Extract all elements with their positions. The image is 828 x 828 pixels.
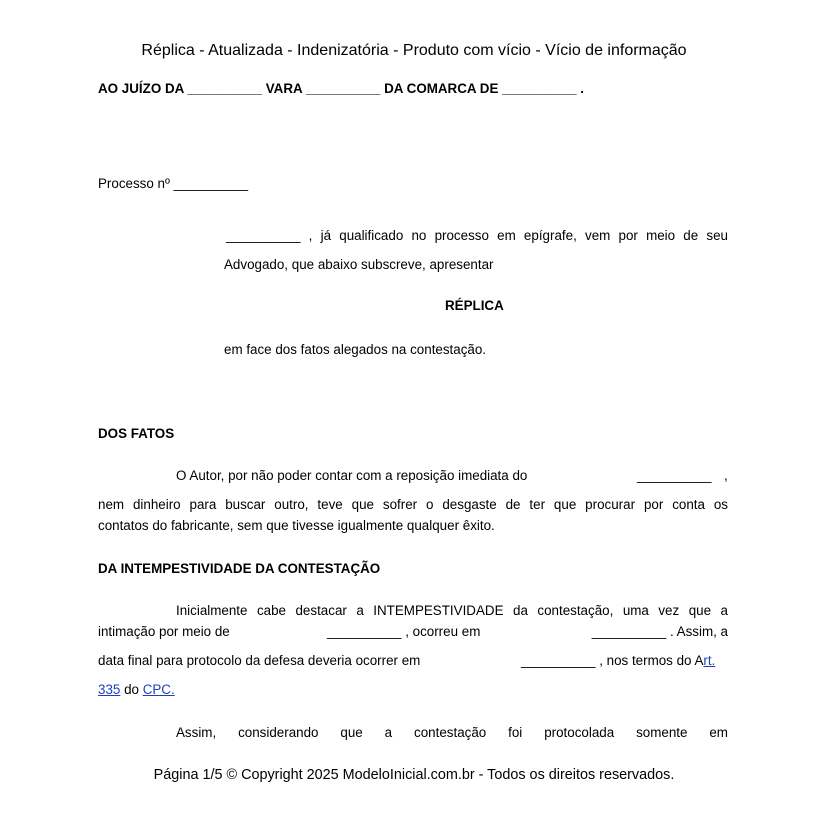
word: considerando (238, 725, 319, 740)
intro-line-2: Advogado, que abaixo subscreve, apresentar (224, 257, 494, 272)
word: a (384, 725, 393, 740)
document-title-replica: RÉPLICA (445, 298, 504, 313)
word: Assim, (176, 725, 217, 740)
word: foi (508, 725, 523, 740)
article-link-335[interactable]: 335 (98, 682, 121, 697)
section-heading-facts: DOS FATOS (98, 426, 175, 441)
intempestivity-line-1: Inicialmente cabe destacar a INTEMPESTIVIDADE da contestação, uma vez que a (176, 603, 728, 618)
intempestivity-line-4-mid: do (120, 682, 143, 697)
facts-line-1-blank: __________ (637, 468, 712, 483)
intempestivity-line-5 (176, 725, 728, 741)
section-heading-intempestivity: DA INTEMPESTIVIDADE DA CONTESTAÇÃO (98, 561, 381, 576)
intempestivity-line-4 (98, 682, 175, 698)
article-link-rt[interactable]: rt. (703, 653, 716, 668)
facts-line-3: contatos do fabricante, sem que tivesse igualmente qualquer êxito. (98, 518, 495, 533)
intempestivity-line-3b (521, 653, 715, 669)
intempestivity-line-3b-text: __________ , nos termos do A (521, 653, 704, 668)
intempestivity-line-2b: __________ , ocorreu em (327, 624, 481, 639)
word: que (340, 725, 363, 740)
facts-line-1-comma: , (724, 468, 728, 483)
cpc-link[interactable]: CPC. (142, 682, 175, 697)
word: protocolada (544, 725, 615, 740)
intempestivity-line-3a: data final para protocolo da defesa deveria ocorrer em (98, 653, 421, 668)
intempestivity-line-2c: __________ . Assim, a (591, 624, 728, 639)
page-header-title: Réplica - Atualizada - Indenizatória - Produto com vício - Vício de informação (141, 42, 687, 59)
word: contestação (414, 725, 487, 740)
intempestivity-line-2a: intimação por meio de (98, 624, 230, 639)
page-footer: Página 1/5 © Copyright 2025 ModeloInicial.com.br - Todos os direitos reservados. (153, 767, 675, 783)
word: somente (636, 725, 688, 740)
word: em (709, 725, 728, 740)
facts-line-2: nem dinheiro para buscar outro, teve que sofrer o desgaste de ter que procurar por conta os (98, 497, 728, 512)
court-address-line: AO JUÍZO DA __________ VARA __________ DA COMARCA DE __________ . (98, 81, 585, 96)
facts-line-1: O Autor, por não poder contar com a reposição imediata do (176, 468, 528, 483)
intro-line-3: em face dos fatos alegados na contestação. (224, 342, 487, 357)
intro-line-1: __________ , já qualificado no processo em epígrafe, vem por meio de seu (226, 228, 728, 243)
process-number-line: Processo nº __________ (98, 176, 249, 191)
